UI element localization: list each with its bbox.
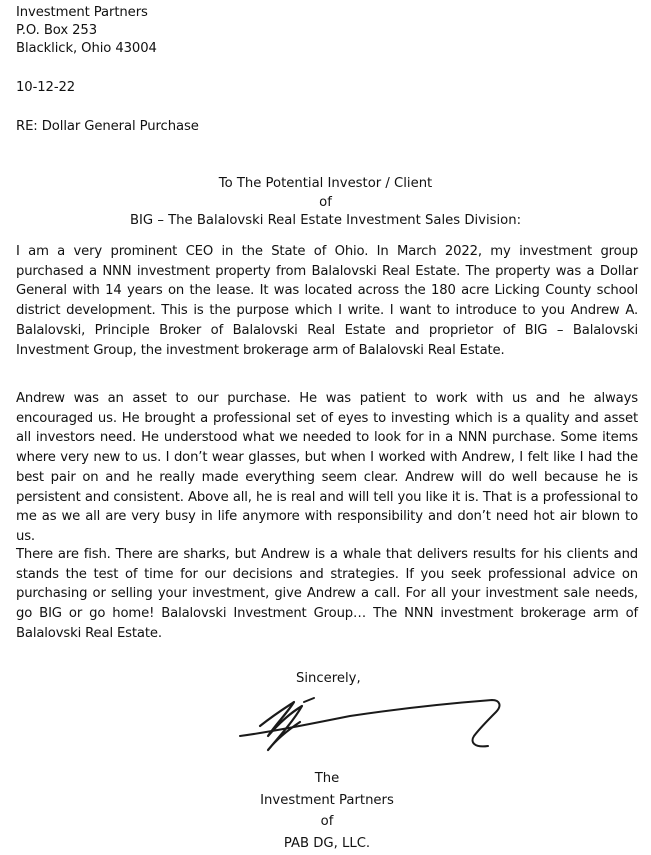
sender-name: Investment Partners <box>16 5 148 20</box>
salutation-line-2: of <box>319 195 332 210</box>
signatory-line-2: Investment Partners <box>260 792 394 808</box>
subject-line: RE: Dollar General Purchase <box>16 119 199 134</box>
salutation-line-1: To The Potential Investor / Client <box>218 176 433 191</box>
signatory-line-4: PAB DG, LLC. <box>283 835 371 851</box>
body-paragraph-1: I am a very prominent CEO in the State of Ohio. In March 2022, my investment group purchased a NNN investment property from Balalovski Real Estate. The property was a Dollar General with 14 years on the lease. It was located across the 180 acre Licking County school district development. This is the purpose which I write. I want to introduce to you Andrew A. Balalovski, Principle Broker of Balalovski Real Estate and proprietor of BIG – Balalovski Investment Group, the investment brokerage arm of Balalovski Real Estate. <box>16 244 638 358</box>
salutation-line-3: BIG – The Balalovski Real Estate Investment Sales Division: <box>129 213 522 228</box>
body-paragraph-2: Andrew was an asset to our purchase. He was patient to work with us and he always encouraged us. He brought a professional set of eyes to investing which is a quality and asset all investors need. He understood what we needed to look for in a NNN purchase. Some items where very new to us. I don’t wear glasses, but when I worked with Andrew, I felt like I had the best pair on and he really made everything seem clear. Andrew will do well because he is persistent and consistent. Above all, he is real and will tell you like it is. That is a professional to me as we all are very busy in life anymore with responsibility and don’t need hot air blown to us. <box>16 391 638 544</box>
sender-address-line-1: P.O. Box 253 <box>16 23 97 38</box>
sender-address-line-2: Blacklick, Ohio 43004 <box>16 41 157 56</box>
signatory-line-3: of <box>320 814 334 829</box>
letter-date: 10-12-22 <box>16 80 76 95</box>
signatory-block <box>240 768 414 854</box>
signatory-line-1: The <box>314 771 340 786</box>
body-paragraph-3: There are fish. There are sharks, but Andrew is a whale that delivers results for his clients and stands the test of time for our decisions and strategies. If you seek professional advice on purchasing or selling your investment, give Andrew a call. For all your investment sale needs, go BIG or go home! Balalovski Investment Group… The NNN investment brokerage arm of Balalovski Real Estate. <box>16 547 638 641</box>
handwritten-signature-icon <box>230 690 520 760</box>
closing-sincerely: Sincerely, <box>296 671 361 686</box>
